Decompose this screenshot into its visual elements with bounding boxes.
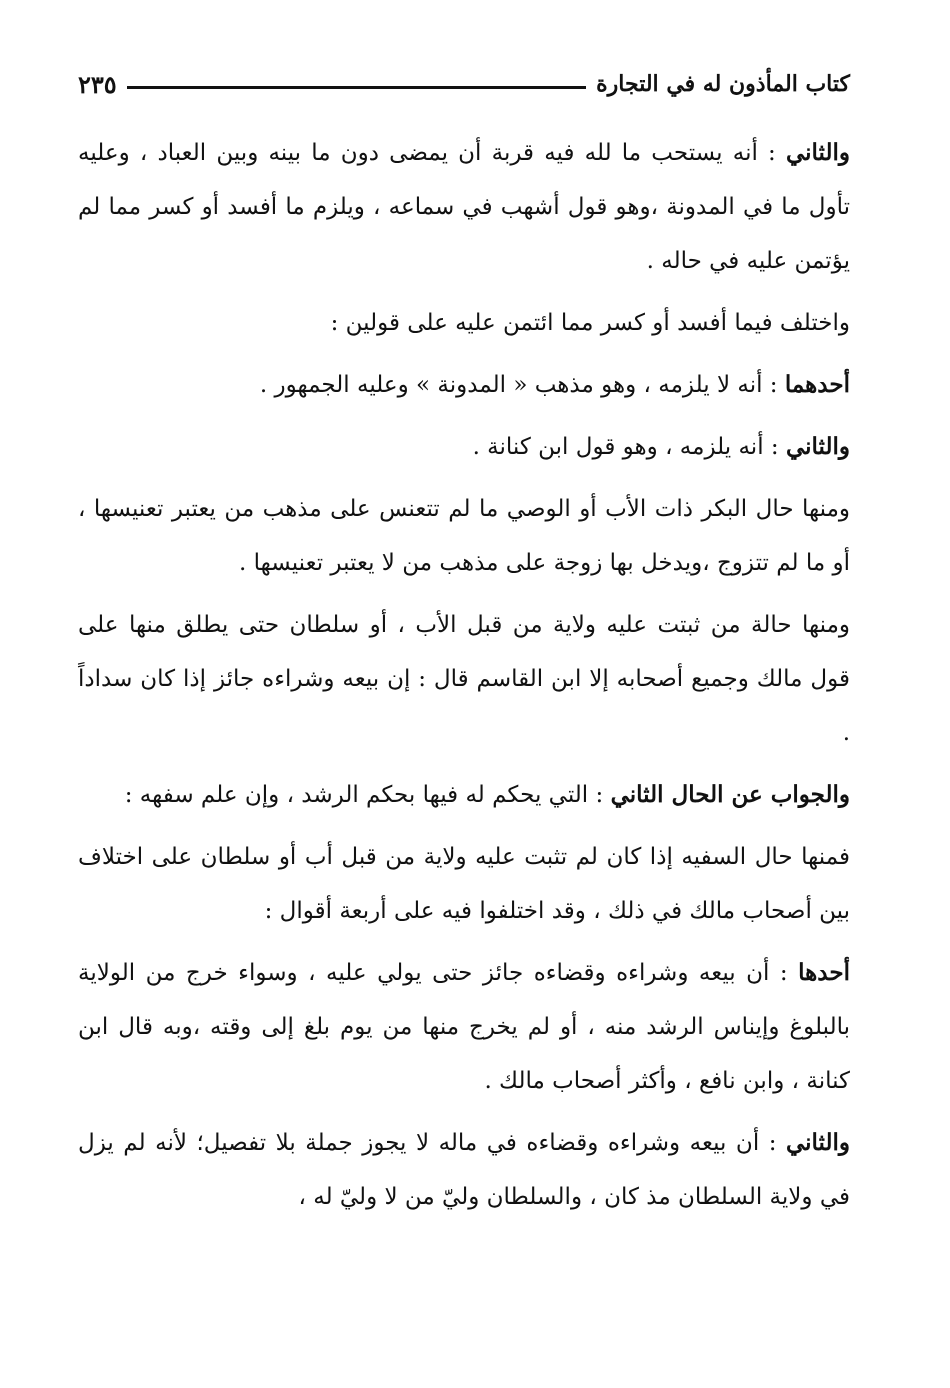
body-text — [78, 126, 850, 1224]
paragraph-text: واختلف فيما أفسد أو كسر مما ائتمن عليه على قولين : — [330, 310, 850, 336]
paragraph-text: : أن بيعه وشراءه وقضاءه في ماله لا يجوز جملة بلا تفصيل؛ لأنه لم يزل في ولاية السلطان مذ كان ، والسلطان وليّ من لا وليّ له ، — [78, 1130, 850, 1210]
paragraph-text: : أنه يستحب ما لله فيه قربة أن يمضى دون ما بينه وبين العباد ، وعليه تأول ما في المدونة ،وهو قول أشهب في سماعه ، ويلزم ما أفسد أو كسر مما لم يؤتمن عليه في حاله . — [78, 140, 850, 274]
running-header — [78, 62, 850, 106]
paragraph-3 — [78, 358, 850, 412]
paragraph-5 — [78, 482, 850, 590]
paragraph-1 — [78, 126, 850, 288]
paragraph-text: : التي يحكم له فيها بحكم الرشد ، وإن علم سفهه : — [124, 782, 611, 808]
paragraph-text: : أن بيعه وشراءه وقضاءه جائز حتى يولي عليه ، وسواء خرج من الولاية بالبلوغ وإيناس الرشد منه ، أو لم يخرج منها من يوم بلغ إلى وقته ،وبه قال ابن كنانة ، وابن نافع ، وأكثر أصحاب مالك . — [78, 960, 850, 1094]
paragraph-4 — [78, 420, 850, 474]
paragraph-9 — [78, 946, 850, 1108]
paragraph-text: : أنه لا يلزمه ، وهو مذهب « المدونة » وعليه الجمهور . — [259, 372, 785, 398]
book-page — [78, 62, 850, 1362]
paragraph-lead: أحدها — [798, 959, 850, 986]
paragraph-6 — [78, 598, 850, 760]
paragraph-lead: والثاني — [785, 139, 850, 166]
paragraph-8 — [78, 830, 850, 938]
paragraph-lead: أحدهما — [784, 371, 850, 398]
paragraph-text: فمنها حال السفيه إذا كان لم تثبت عليه ولاية من قبل أب أو سلطان على اختلاف بين أصحاب مالك في ذلك ، وقد اختلفوا فيه على أربعة أقوال : — [78, 844, 850, 924]
header-rule — [127, 86, 586, 89]
paragraph-lead: والثاني — [785, 433, 850, 460]
paragraph-text: ومنها حال البكر ذات الأب أو الوصي ما لم تتعنس على مذهب من يعتبر تعنيسها ، أو ما لم تتزوج ،ويدخل بها زوجة على مذهب من لا يعتبر تعنيسها . — [78, 496, 850, 576]
paragraph-2 — [78, 296, 850, 350]
paragraph-text: : أنه يلزمه ، وهو قول ابن كنانة . — [472, 434, 786, 460]
paragraph-text: ومنها حالة من ثبتت عليه ولاية من قبل الأب ، أو سلطان حتى يطلق منها على قول مالك وجميع أصحابه إلا ابن القاسم قال : إن بيعه وشراءه جائز إذا كان سداداً . — [78, 612, 850, 746]
book-title: كتاب المأذون له في التجارة — [596, 71, 850, 97]
page-number: ٢٣٥ — [78, 69, 117, 99]
paragraph-10 — [78, 1116, 850, 1224]
paragraph-lead: والجواب عن الحال الثاني — [610, 781, 850, 808]
paragraph-7 — [78, 768, 850, 822]
paragraph-lead: والثاني — [785, 1129, 850, 1156]
